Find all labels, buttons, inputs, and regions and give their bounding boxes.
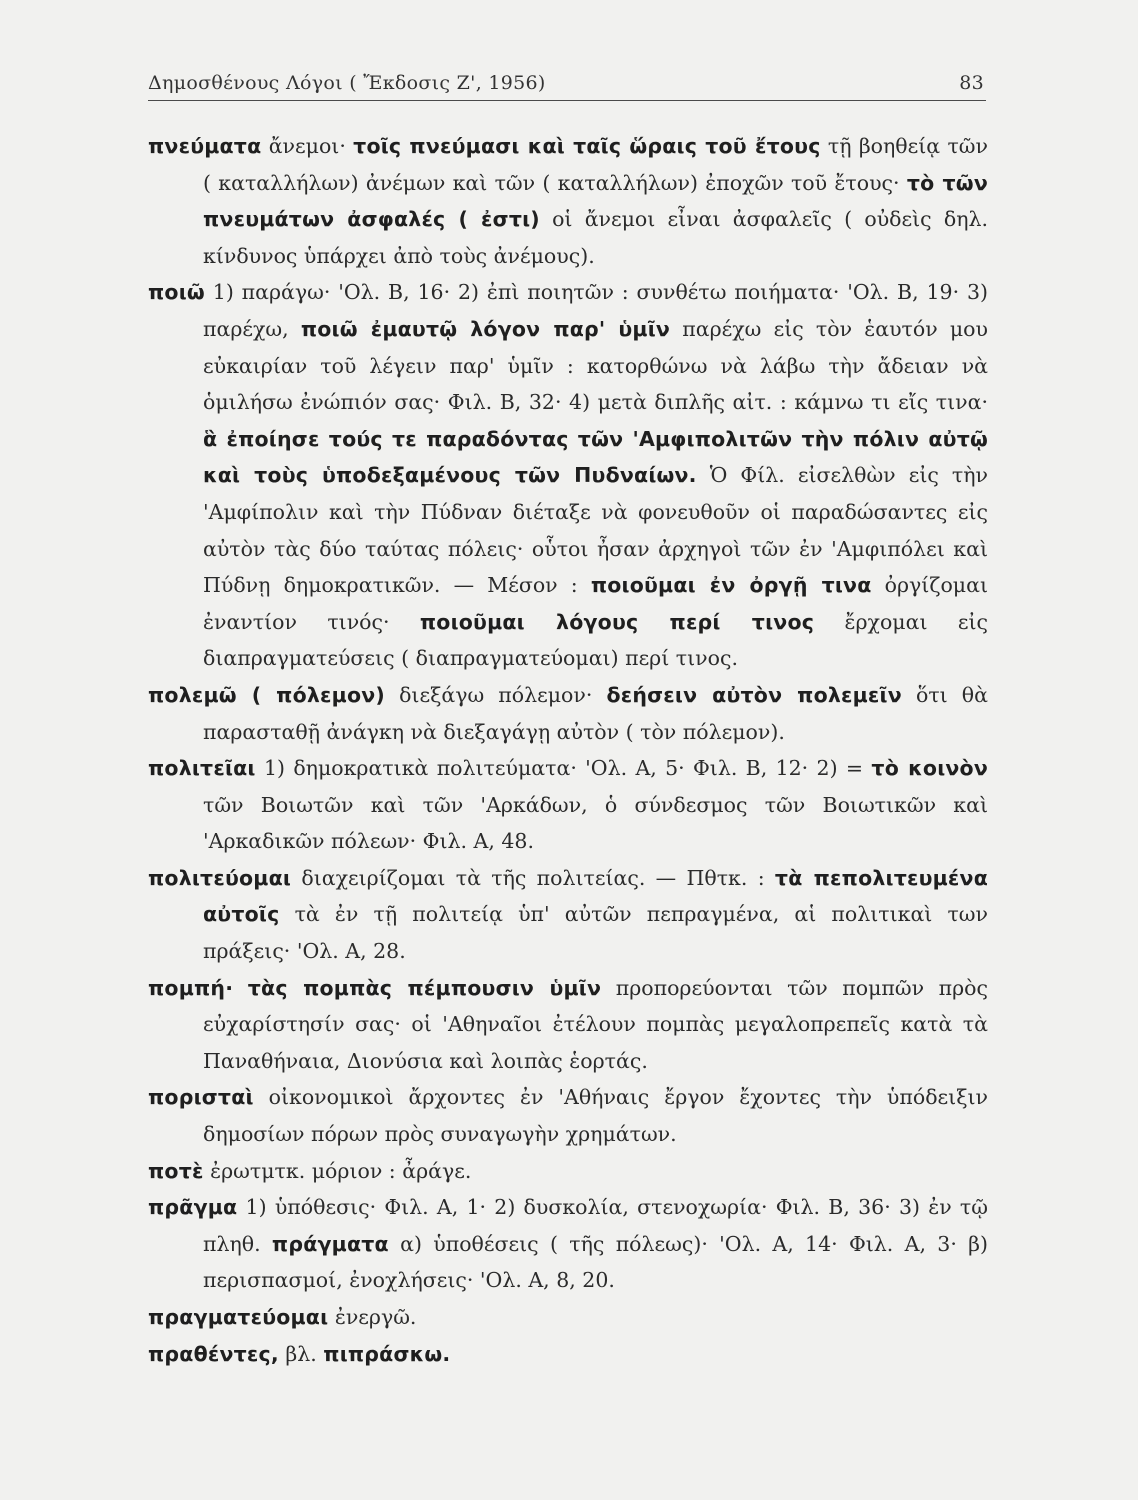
dictionary-entry [148,1336,988,1373]
entry-phrase: τὰ πεπολιτευμένα αὐτοῖς [203,865,988,927]
running-title: Δημοσθένους Λόγοι ( Ἔκδοσις Ζ', 1956) [148,72,546,94]
entry-text: οἱ ἄνεμοι εἶναι ἀσφαλεῖς ( οὐδεὶς δηλ. κίνδυνος ὑπάρχει ἀπὸ τοὺς ἀνέμους). [203,207,988,268]
entry-headword: πραθέντες, [148,1341,279,1366]
entry-phrase: τοῖς πνεύμασι καὶ ταῖς ὥραις τοῦ ἔτους [353,134,821,158]
entry-text: διαχειρίζομαι τὰ τῆς πολιτείας. — Πθτκ. : [291,865,775,890]
entry-phrase: ποιοῦμαι ἐν ὀργῇ τινα [590,573,872,598]
entry-headword: πομπή· [148,975,234,1000]
dictionary-entry [148,1189,988,1299]
dictionary-entry [148,860,988,970]
dictionary-entry [148,677,988,750]
dictionary-entry [148,274,988,677]
entry-text: ἐρωτμτκ. μόριον : ἆράγε. [203,1158,472,1183]
entry-text: Ὁ Φίλ. εἰσελθὼν εἰς τὴν 'Αμφίπολιν καὶ τὴν Πύδναν διέταξε νὰ φονευθοῦν οἱ παραδώσαντες εἰς αὐτὸν τὰς δύο ταύτας πόλεις· οὗτοι ἦσαν ἀρχηγοὶ τῶν ἐν 'Αμφιπόλει καὶ Πύδνῃ δημοκρατικῶν. — Μέσον : [203,463,988,598]
entry-text: 1) δημοκρατικὰ πολιτεύματα· 'Ολ. Α, 5· Φιλ. Β, 12· 2) = [255,756,872,781]
running-header [148,72,984,94]
entry-text: βλ. [278,1341,324,1366]
entry-headword: πρᾶγμα [148,1195,238,1220]
entry-phrase: πιπράσκω. [323,1341,451,1366]
entry-headword: πολιτεύομαι [148,865,292,890]
entry-phrase: τὰς πομπὰς πέμπουσιν ὑμῖν [247,975,602,1000]
entry-text: ὀργίζομαι ἐναντίον τινός· [203,573,988,634]
entry-text: τῇ βοηθείᾳ τῶν ( καταλλήλων) ἀνέμων καὶ τῶν ( καταλλήλων) ἐποχῶν τοῦ ἔτους· [203,134,988,195]
dictionary-entry [148,1299,988,1336]
entry-headword: ποιῶ [148,280,205,305]
entry-text [233,976,248,1000]
entry-phrase: τὸ τῶν πνευμάτων ἀσφαλές ( ἐστι) [203,170,988,232]
entry-phrase: ἃ ἐποίησε τούς τε παραδόντας τῶν 'Αμφιπολιτῶν τὴν πόλιν αὐτῷ καὶ τοὺς ὑποδεξαμένους τῶν Πυδναίων. [203,426,988,488]
entry-headword: πολιτεῖαι [148,756,256,781]
dictionary-entry [148,1079,988,1152]
page-number: 83 [959,72,984,94]
entry-text: ἔρχομαι εἰς διαπραγματεύσεις ( διαπραγματεύομαι) περί τινος. [203,609,988,671]
entry-text: 1) ὑπόθεσις· Φιλ. Α, 1· 2) δυσκολία, στενοχωρία· Φιλ. Β, 36· 3) ἐν τῷ πληθ. [203,1195,988,1256]
entry-text: προπορεύονται τῶν πομπῶν πρὸς εὐχαρίστησίν σας· οἱ 'Αθηναῖοι ἐτέλουν πομπὰς μεγαλοπρεπεῖς κατὰ τὰ Παναθήναια, Διονύσια καὶ λοιπὰς ἑορτάς. [203,975,988,1073]
dictionary-entry [148,750,988,860]
entry-text: τῶν Βοιωτῶν καὶ τῶν 'Αρκάδων, ὁ σύνδεσμος τῶν Βοιωτικῶν καὶ 'Αρκαδικῶν πόλεων· Φιλ. Α, 48. [203,792,988,854]
entry-phrase: ποιῶ ἐμαυτῷ λόγον παρ' ὑμῖν [300,316,671,341]
entry-text: ἐνεργῶ. [328,1305,417,1329]
entry-text: οἰκονομικοὶ ἄρχοντες ἐν 'Αθήναις ἔργον ἔχοντες τὴν ὑπόδειξιν δημοσίων πόρων πρὸς συναγωγὴν χρημάτων. [203,1085,988,1147]
entry-headword: πνεύματα [148,134,262,158]
entry-headword: πραγματεύομαι [148,1305,329,1329]
dictionary-body [148,128,988,1372]
entry-text: διεξάγω πόλεμον· [384,682,607,707]
entry-phrase: τὸ κοινὸν [871,756,988,781]
entry-phrase: ποιοῦμαι λόγους περί τινος [419,609,815,634]
entry-phrase: δεήσειν αὐτὸν πολεμεῖν [606,682,902,707]
entry-text: α) ὑποθέσεις ( τῆς πόλεως)· 'Ολ. Α, 14· Φιλ. Α, 3· β) περισπασμοί, ἐνοχλήσεις· 'Ολ. Α, 8, 20. [203,1231,988,1293]
entry-phrase: πράγματα [271,1231,389,1256]
entry-text: παρέχω εἰς τὸν ἑαυτόν μου εὐκαιρίαν τοῦ λέγειν παρ' ὑμῖν : κατορθώνω νὰ λάβω τὴν ἄδειαν νὰ ὁμιλήσω ἐνώπιόν σας· Φιλ. Β, 32· 4) μετὰ διπλῆς αἰτ. : κάμνω τι εἴς τινα· [203,316,988,415]
entry-text: ὅτι θὰ παρασταθῇ ἀνάγκη νὰ διεξαγάγῃ αὐτὸν ( τὸν πόλεμον). [203,682,988,744]
entry-headword: πολεμῶ ( πόλεμον) [148,682,385,707]
header-rule [148,100,986,101]
entry-headword: πορισταὶ [148,1085,254,1110]
entry-text: 1) παράγω· 'Ολ. Β, 16· 2) ἐπὶ ποιητῶν : συνθέτω ποιήματα· 'Ολ. Β, 19· 3) παρέχω, [203,280,988,341]
dictionary-entry [148,1153,988,1190]
entry-headword: ποτὲ [148,1158,204,1183]
dictionary-entry [148,128,988,274]
entry-text: τὰ ἐν τῇ πολιτείᾳ ὑπ' αὐτῶν πεπραγμένα, αἱ πολιτικαὶ των πράξεις· 'Ολ. Α, 28. [203,902,988,964]
entry-text: ἄνεμοι· [261,134,354,158]
dictionary-entry [148,970,988,1080]
